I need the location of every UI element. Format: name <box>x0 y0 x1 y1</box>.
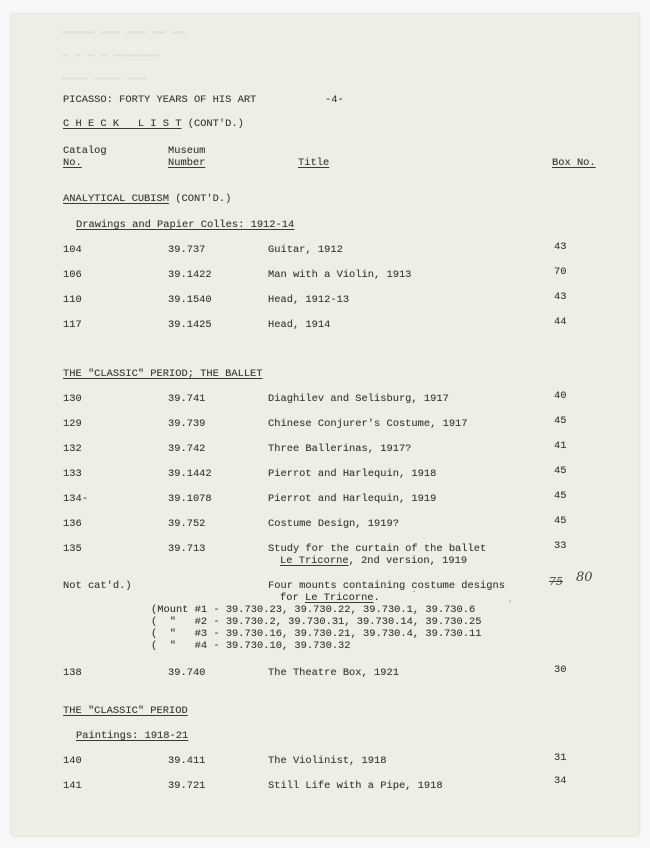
subheading-drawings-papier-colles: Drawings and Papier Colles: 1912-14 <box>76 219 295 231</box>
section-heading-classic-period-ballet: THE "CLASSIC" PERIOD; THE BALLET <box>63 368 263 380</box>
artwork-title: Pierrot and Harlequin, 1919 <box>268 493 437 505</box>
artwork-title: Guitar, 1912 <box>268 244 343 256</box>
artwork-title: Head, 1914 <box>268 319 331 331</box>
mount-list-line: ( " #4 - 39.730.10, 39.730.32 <box>151 640 351 652</box>
artwork-title: Head, 1912-13 <box>268 294 350 306</box>
catalog-number: 129 <box>63 418 82 430</box>
mount-list-line: ( " #3 - 39.730.16, 39.730.21, 39.730.4, 39.730.11 <box>151 628 482 640</box>
museum-number: 39.742 <box>168 443 206 455</box>
box-number: 45 <box>554 465 567 477</box>
catalog-number: 133 <box>63 468 82 480</box>
museum-number: 39.737 <box>168 244 206 256</box>
mount-list-line: (Mount #1 - 39.730.23, 39.730.22, 39.730.1, 39.730.6 <box>151 604 476 616</box>
box-number: 31 <box>554 752 567 764</box>
catalog-number: 135 <box>63 543 82 555</box>
pencil-tick-mark: ˇ <box>412 590 416 599</box>
museum-number: 39.1078 <box>168 493 212 505</box>
section-heading-analytical-cubism: ANALYTICAL CUBISM (CONT'D.) <box>63 193 232 205</box>
catalog-number: 104 <box>63 244 82 256</box>
museum-number: 39.739 <box>168 418 206 430</box>
artwork-title: Costume Design, 1919? <box>268 518 399 530</box>
mount-list-line: ( " #2 - 39.730.2, 39.730.31, 39.730.14, 39.730.25 <box>151 616 482 628</box>
box-number: 45 <box>554 415 567 427</box>
museum-number: 39.1422 <box>168 269 212 281</box>
artwork-title-line2: Le Tricorne, 2nd version, 1919 <box>280 555 468 567</box>
catalog-number: 132 <box>63 443 82 455</box>
column-header-box: Box No. <box>552 157 596 169</box>
box-number: 70 <box>554 266 567 278</box>
artwork-title-line2: for Le Tricorne. <box>280 592 380 604</box>
catalog-number: 140 <box>63 755 82 767</box>
box-number: 45 <box>554 490 567 502</box>
catalog-number: 130 <box>63 393 82 405</box>
column-header-catalog-line1: Catalog <box>63 145 107 157</box>
museum-number: 39.752 <box>168 518 206 530</box>
check-list-heading <box>63 118 244 130</box>
pencil-tick-mark: ˇ <box>508 600 512 609</box>
artwork-title: Still Life with a Pipe, 1918 <box>268 780 443 792</box>
artwork-title: Diaghilev and Selisburg, 1917 <box>268 393 449 405</box>
museum-number: 39.1425 <box>168 319 212 331</box>
catalog-number: 134- <box>63 493 88 505</box>
catalog-number: 117 <box>63 319 82 331</box>
museum-number: 39.740 <box>168 667 206 679</box>
column-header-museum-line1: Museum <box>168 145 206 157</box>
artwork-title: The Violinist, 1918 <box>268 755 387 767</box>
artwork-title: The Theatre Box, 1921 <box>268 667 399 679</box>
bleed-through-text: ▬▬▬▬▬ ▬▬▬ ▬▬▬ ▬▬ ▬▬ <box>62 27 186 38</box>
artwork-title: Man with a Violin, 1913 <box>268 269 412 281</box>
catalog-number: Not cat'd.) <box>63 580 132 592</box>
box-number: 44 <box>554 316 567 328</box>
box-number: 30 <box>554 664 567 676</box>
box-number-handwritten: 80 <box>576 570 593 585</box>
catalog-number: 138 <box>63 667 82 679</box>
museum-number: 39.1442 <box>168 468 212 480</box>
box-number: 41 <box>554 440 567 452</box>
catalog-number: 141 <box>63 780 82 792</box>
museum-number: 39.713 <box>168 543 206 555</box>
check-list-suffix: (CONT'D.) <box>181 118 244 130</box>
box-number: 34 <box>554 775 567 787</box>
column-header-title: Title <box>298 157 330 169</box>
box-number-struck: 75 <box>549 575 563 588</box>
section-heading-classic-period: THE "CLASSIC" PERIOD <box>63 705 188 717</box>
check-list-title: C H E C K L I S T <box>63 118 182 130</box>
page-number: -4- <box>325 94 344 106</box>
box-number: 40 <box>554 390 567 402</box>
box-number: 45 <box>554 515 567 527</box>
artwork-title-line1: Four mounts containing costume designs <box>268 580 505 592</box>
artwork-title: Pierrot and Harlequin, 1918 <box>268 468 437 480</box>
catalog-number: 110 <box>63 294 82 306</box>
box-number: 43 <box>554 291 567 303</box>
box-number: 43 <box>554 241 567 253</box>
column-header-museum-line2: Number <box>168 157 206 169</box>
column-header-catalog-line2: No. <box>63 157 82 169</box>
artwork-title: Three Ballerinas, 1917? <box>268 443 412 455</box>
catalog-number: 106 <box>63 269 82 281</box>
museum-number: 39.411 <box>168 755 206 767</box>
subheading-paintings: Paintings: 1918-21 <box>76 730 189 742</box>
artwork-title-line1: Study for the curtain of the ballet <box>268 543 487 555</box>
box-number: 33 <box>554 540 567 552</box>
artwork-title: Chinese Conjurer's Costume, 1917 <box>268 418 468 430</box>
document-title: PICASSO: FORTY YEARS OF HIS ART <box>63 94 257 106</box>
bleed-through-text: ▬▬▬▬ ▬▬▬▬ ▬▬▬ <box>62 73 147 84</box>
catalog-number: 136 <box>63 518 82 530</box>
museum-number: 39.721 <box>168 780 206 792</box>
museum-number: 39.1540 <box>168 294 212 306</box>
museum-number: 39.741 <box>168 393 206 405</box>
bleed-through-text: ▬ ▬ ▬ ▬ ▬▬▬▬▬▬▬ <box>62 50 160 61</box>
